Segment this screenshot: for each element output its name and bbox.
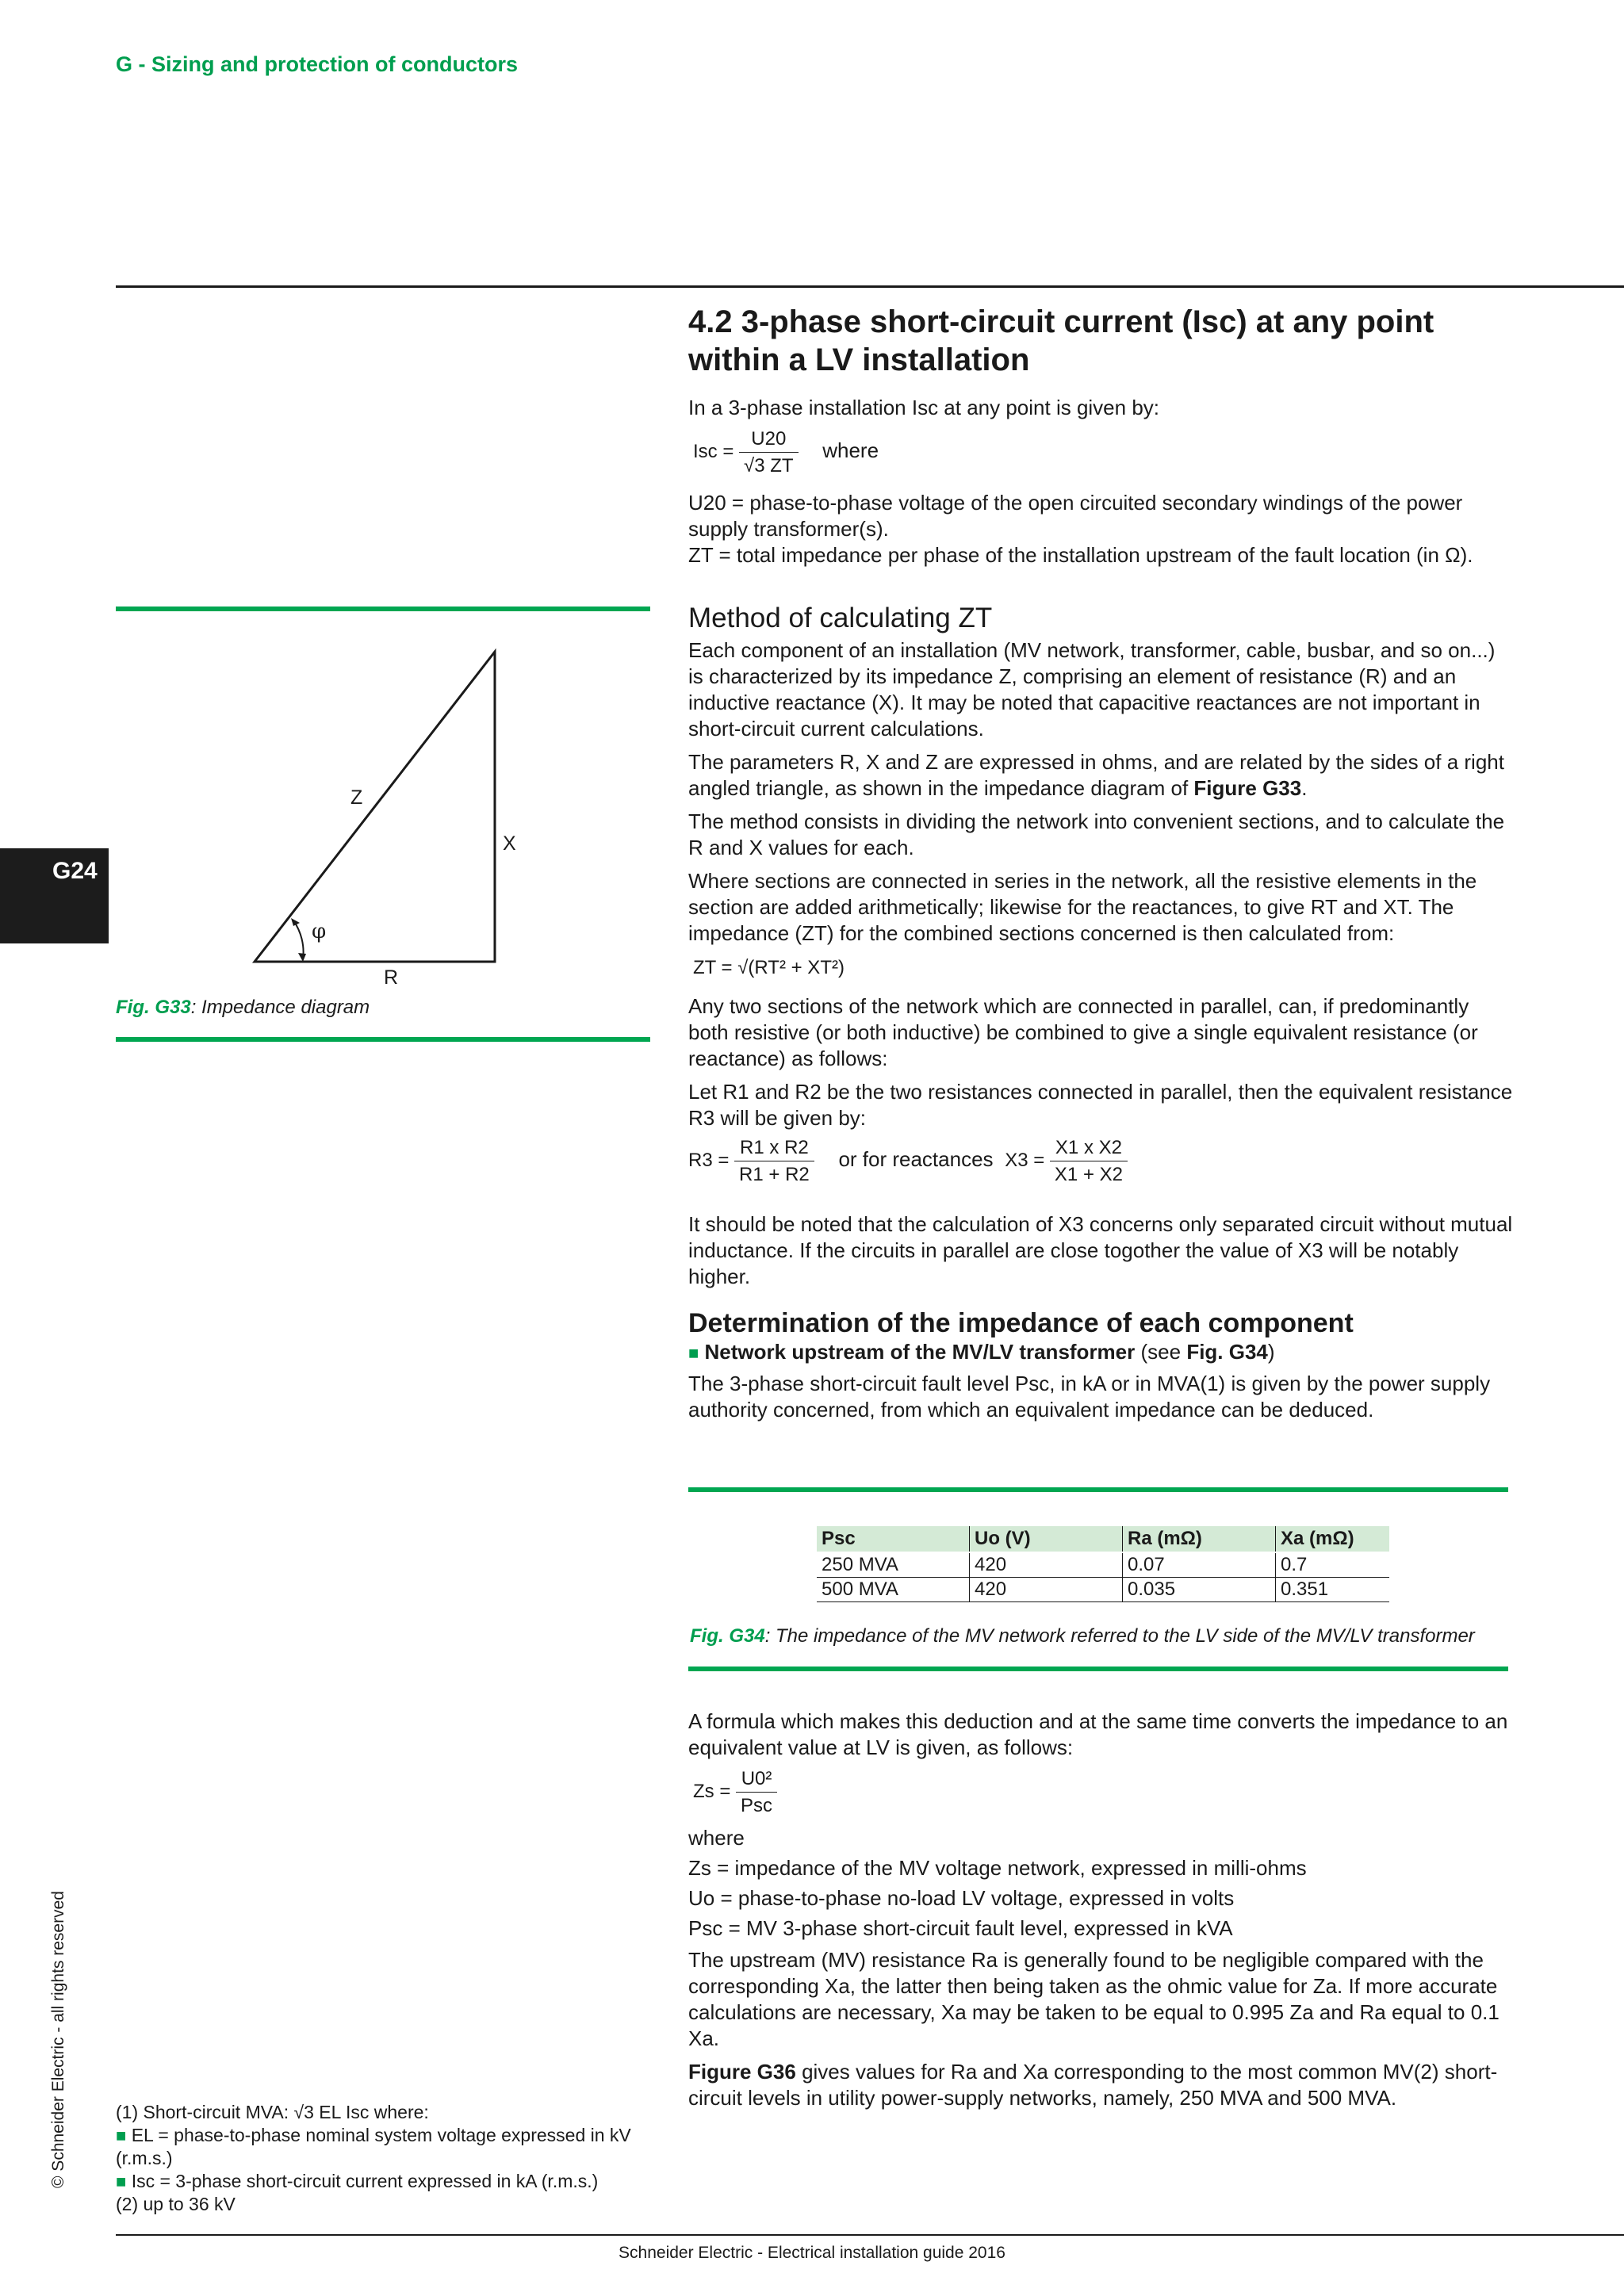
main-column-method (688, 603, 1513, 1423)
formula-isc-den: √3 ZT (744, 455, 794, 476)
figure-g33-caption-text: : Impedance diagram (190, 997, 370, 1018)
bottom-rule (116, 2234, 1624, 2236)
paragraph-9: A formula which makes this deduction and at the same time converts the impedance to an equivalent value at LV is given, as follows: (688, 1709, 1508, 1759)
paragraph-11-text: gives values for Ra and Xa corresponding to the most common MV(2) short-circuit levels in utility power-supply networks, namely, 250 MVA and 500 MVA. (688, 2060, 1498, 2110)
main-column-top (688, 303, 1513, 568)
bullet-square-icon: ■ (116, 2126, 127, 2145)
formula-x3-den: X1 + X2 (1054, 1164, 1123, 1185)
figure-g34-top-bar (688, 1487, 1508, 1492)
figure-g33-caption-number: Fig. G33 (116, 997, 191, 1018)
paragraph-11-ref: Figure G36 (688, 2060, 796, 2084)
table-header-xa: Xa (mΩ) (1276, 1526, 1390, 1552)
formula-zs-num: U0² (736, 1766, 777, 1793)
table-cell: 0.351 (1276, 1578, 1390, 1602)
formula-x3-lhs: X3 = (1005, 1149, 1045, 1171)
bullet-ref: Fig. G34 (1186, 1340, 1268, 1364)
definition-zt: ZT = total impedance per phase of the installation upstream of the fault location (in Ω). (688, 543, 1473, 567)
formula-isc (693, 426, 1513, 479)
formula-x3-fraction (1050, 1135, 1128, 1188)
paragraph-2: The parameters R, X and Z are expressed in ohms, and are related by the sides of a right angled triangle, as shown in the impedance diagram of Figure G33. (688, 750, 1504, 800)
bullet-mv-network (688, 1339, 1513, 1366)
formula-zt: ZT = √(RT² + XT²) (693, 957, 845, 978)
label-r: R (384, 966, 399, 989)
figure-g34-table (817, 1526, 1389, 1602)
definition-u20: U20 = phase-to-phase voltage of the open circuited secondary windings of the power supply transformer(s). (688, 491, 1463, 541)
formula-isc-num: U20 (739, 426, 799, 453)
phi-arrow-top (291, 918, 300, 926)
table-header-psc: Psc (817, 1526, 970, 1552)
page-tab (0, 848, 109, 943)
figure-g34-bottom-bar (688, 1667, 1508, 1671)
formula-r3-lhs: R3 = (688, 1149, 730, 1171)
impedance-diagram (116, 626, 650, 991)
method-heading: Method of calculating ZT (688, 603, 993, 633)
formula-isc-fraction (739, 426, 799, 479)
or-reactances: or for reactances (838, 1146, 994, 1171)
paragraph-6: Let R1 and R2 be the two resistances connected in parallel, then the equivalent resistance R3 will be given by: (688, 1080, 1513, 1130)
paragraph-3: The method consists in dividing the network into convenient sections, and to calculate the R and X values for each. (688, 809, 1505, 859)
paragraph-11 (688, 2059, 1513, 2111)
formula-zs-lhs: Zs = (693, 1780, 731, 1802)
determination-heading: Determination of the impedance of each component (688, 1308, 1354, 1338)
figure-g34-caption (690, 1625, 1475, 1647)
footnote-1: (1) Short-circuit MVA: √3 EL Isc where: (116, 2102, 429, 2122)
definition-uo: Uo = phase-to-phase no-load LV voltage, expressed in volts (688, 1886, 1235, 1910)
copyright-vertical: © Schneider Electric - all rights reserved (49, 1891, 67, 2188)
formula-isc-lhs: Isc = (693, 440, 734, 462)
formula-r3-num: R1 x R2 (734, 1135, 814, 1161)
bullet-see: (see (1140, 1340, 1182, 1364)
footnote-2: (2) up to 36 kV (116, 2194, 236, 2214)
footnote-1a (116, 2124, 639, 2170)
table-cell: 0.035 (1123, 1578, 1276, 1602)
paragraph-5: Any two sections of the network which are connected in parallel, can, if predominantly both resistive (or both inductive) be combined to give a single equivalent resistance (or reactance) as follows: (688, 994, 1478, 1070)
definition-zs: Zs = impedance of the MV voltage network, expressed in milli-ohms (688, 1856, 1307, 1880)
paragraph-10: The upstream (MV) resistance Ra is generally found to be negligible compared with the corresponding Xa, the latter then being taken as the ohmic value for Za. If more accurate calculations are necessary, Xa may be taken to be equal to 0.995 Za and Ra equal to 0.1 Xa. (688, 1948, 1500, 2050)
formula-zs (693, 1766, 1513, 1819)
formula-r3-den: R1 + R2 (739, 1164, 810, 1185)
phi-arrow-bottom (298, 953, 306, 962)
label-phi: φ (312, 920, 327, 943)
formula-isc-where: where (822, 438, 879, 462)
figure-g33-top-bar (116, 607, 650, 611)
table-cell: 420 (970, 1552, 1123, 1578)
bullet-close: ) (1267, 1340, 1275, 1364)
table-header-ra: Ra (mΩ) (1123, 1526, 1276, 1552)
impedance-triangle (255, 652, 495, 962)
formula-x3-num: X1 x X2 (1050, 1135, 1128, 1161)
figure-g34-caption-number: Fig. G34 (690, 1625, 765, 1647)
label-x: X (503, 832, 516, 855)
footnote-1a-text: EL = phase-to-phase nominal system voltage expressed in kV (r.m.s.) (116, 2125, 631, 2168)
paragraph-8: The 3-phase short-circuit fault level Psc, in kA or in MVA(1) is given by the power supply authority concerned, from which an equivalent impedance can be deduced. (688, 1372, 1491, 1422)
formula-zs-fraction (736, 1766, 777, 1819)
table-cell: 250 MVA (817, 1552, 970, 1578)
table-header-uo: Uo (V) (970, 1526, 1123, 1552)
table-row (817, 1578, 1389, 1602)
table-cell: 0.07 (1123, 1552, 1276, 1578)
paragraph-7: It should be noted that the calculation of X3 concerns only separated circuit without mutual inductance. If the circuits in parallel are close togother the value of X3 will be notably higher. (688, 1212, 1513, 1288)
top-rule (116, 285, 1624, 288)
section-title: 4.2 3-phase short-circuit current (Isc) at any point within a LV installation (688, 304, 1434, 377)
footnote-1b (116, 2170, 639, 2193)
paragraph-2-text: The parameters R, X and Z are expressed in ohms, and are related by the sides of a right angled triangle, as shown in the impedance diagram of (688, 750, 1504, 800)
figure-g34-caption-text: : The impedance of the MV network referred to the LV side of the MV/LV transformer (764, 1625, 1475, 1647)
label-z: Z (350, 786, 363, 809)
main-column-bottom (688, 1709, 1513, 2111)
running-header: G - Sizing and protection of conductors (116, 52, 518, 76)
bullet-square-icon: ■ (688, 1343, 699, 1363)
where-text: where (688, 1826, 745, 1850)
table-cell: 500 MVA (817, 1578, 970, 1602)
definition-psc: Psc = MV 3-phase short-circuit fault level, expressed in kVA (688, 1916, 1233, 1940)
paragraph-1: Each component of an installation (MV network, transformer, cable, busbar, and so on...) is characterized by its impedance Z, comprising an element of resistance (R) and an inductive reactance (X). It may be noted that capacitive reactances are not important in short-circuit current calculations. (688, 638, 1496, 740)
paragraph-2-ref: Figure G33 (1193, 776, 1302, 800)
paragraph-4: Where sections are connected in series in the network, all the resistive elements in the section are added arithmetically; likewise for the reactances, to give RT and XT. The impedance (ZT) for the combined sections concerned is then calculated from: (688, 869, 1477, 945)
formula-r3-fraction (734, 1135, 814, 1188)
table-row (817, 1552, 1389, 1578)
page-tab-label: G24 (52, 858, 98, 884)
footnote-1b-text: Isc = 3-phase short-circuit current expressed in kA (r.m.s.) (131, 2171, 599, 2191)
figure-g33-bottom-bar (116, 1037, 650, 1042)
page-footer: Schneider Electric - Electrical installation guide 2016 (619, 2244, 1005, 2262)
table-cell: 420 (970, 1578, 1123, 1602)
bullet-title: Network upstream of the MV/LV transformer (704, 1340, 1136, 1364)
formula-zs-den: Psc (741, 1795, 773, 1816)
table-cell: 0.7 (1276, 1552, 1390, 1578)
table-header-row (817, 1526, 1389, 1552)
formula-r3-x3 (688, 1135, 1513, 1188)
bullet-square-icon: ■ (116, 2172, 127, 2191)
footnotes (116, 2101, 639, 2216)
intro-text: In a 3-phase installation Isc at any point is given by: (688, 396, 1160, 419)
figure-g33-caption (116, 997, 370, 1019)
